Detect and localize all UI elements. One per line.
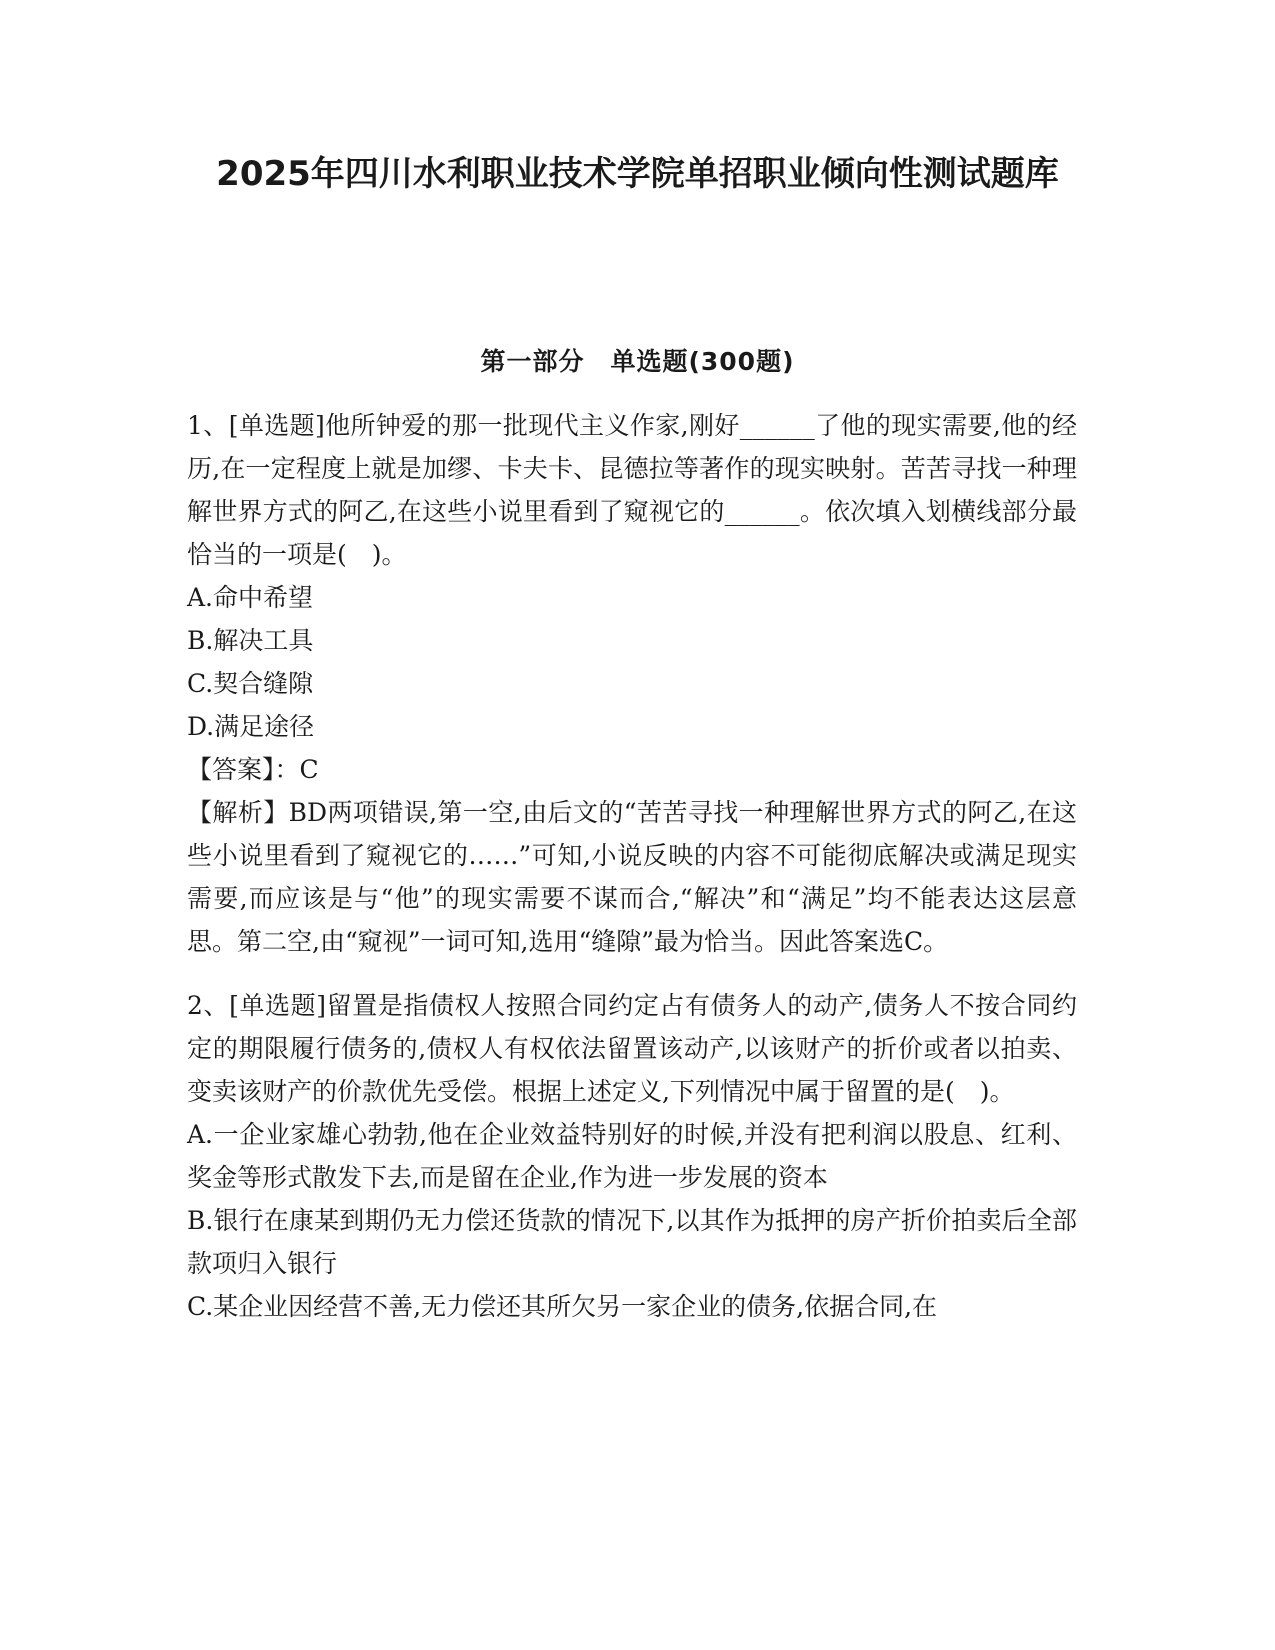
answer: 【答案】：C bbox=[187, 755, 319, 784]
question-2 bbox=[187, 984, 1077, 1328]
question-stem: 2、[单选题]留置是指债权人按照合同约定占有债务人的动产,债务人不按合同约定的期限履行债务的,债权人有权依法留置该动产,以该财产的折价或者以拍卖、变卖该财产的价款优先受偿。根据上述定义,下列情况中属于留置的是( )。 bbox=[187, 991, 1077, 1106]
option-a: A.一企业家雄心勃勃,他在企业效益特别好的时候,并没有把利润以股息、红利、奖金等形式散发下去,而是留在企业,作为进一步发展的资本 bbox=[187, 1120, 1077, 1192]
option-b: B.解决工具 bbox=[187, 626, 314, 655]
option-c: C.某企业因经营不善,无力偿还其所欠另一家企业的债务,依据合同,在 bbox=[187, 1292, 938, 1321]
section-heading: 第一部分 单选题(300题) bbox=[480, 347, 795, 376]
question-list bbox=[187, 404, 1077, 1349]
question-stem: 1、[单选题]他所钟爱的那一批现代主义作家,刚好______了他的现实需要,他的经历,在一定程度上就是加缪、卡夫卡、昆德拉等著作的现实映射。苦苦寻找一种理解世界方式的阿乙,在这些小说里看到了窥视它的______。依次填入划横线部分最恰当的一项是( )。 bbox=[187, 411, 1077, 569]
option-d: D.满足途径 bbox=[187, 712, 315, 741]
document-title: 2025年四川水利职业技术学院单招职业倾向性测试题库 bbox=[216, 154, 1059, 194]
option-a: A.命中希望 bbox=[187, 583, 314, 612]
analysis: 【解析】BD两项错误,第一空,由后文的“苦苦寻找一种理解世界方式的阿乙,在这些小说里看到了窥视它的……”可知,小说反映的内容不可能彻底解决或满足现实需要,而应该是与“他”的现实需要不谋而合,“解决”和“满足”均不能表达这层意思。第二空,由“窥视”一词可知,选用“缝隙”最为恰当。因此答案选C。 bbox=[187, 798, 1077, 956]
question-1 bbox=[187, 404, 1077, 963]
option-c: C.契合缝隙 bbox=[187, 669, 314, 698]
option-b: B.银行在康某到期仍无力偿还货款的情况下,以其作为抵押的房产折价拍卖后全部款项归入银行 bbox=[187, 1206, 1077, 1278]
